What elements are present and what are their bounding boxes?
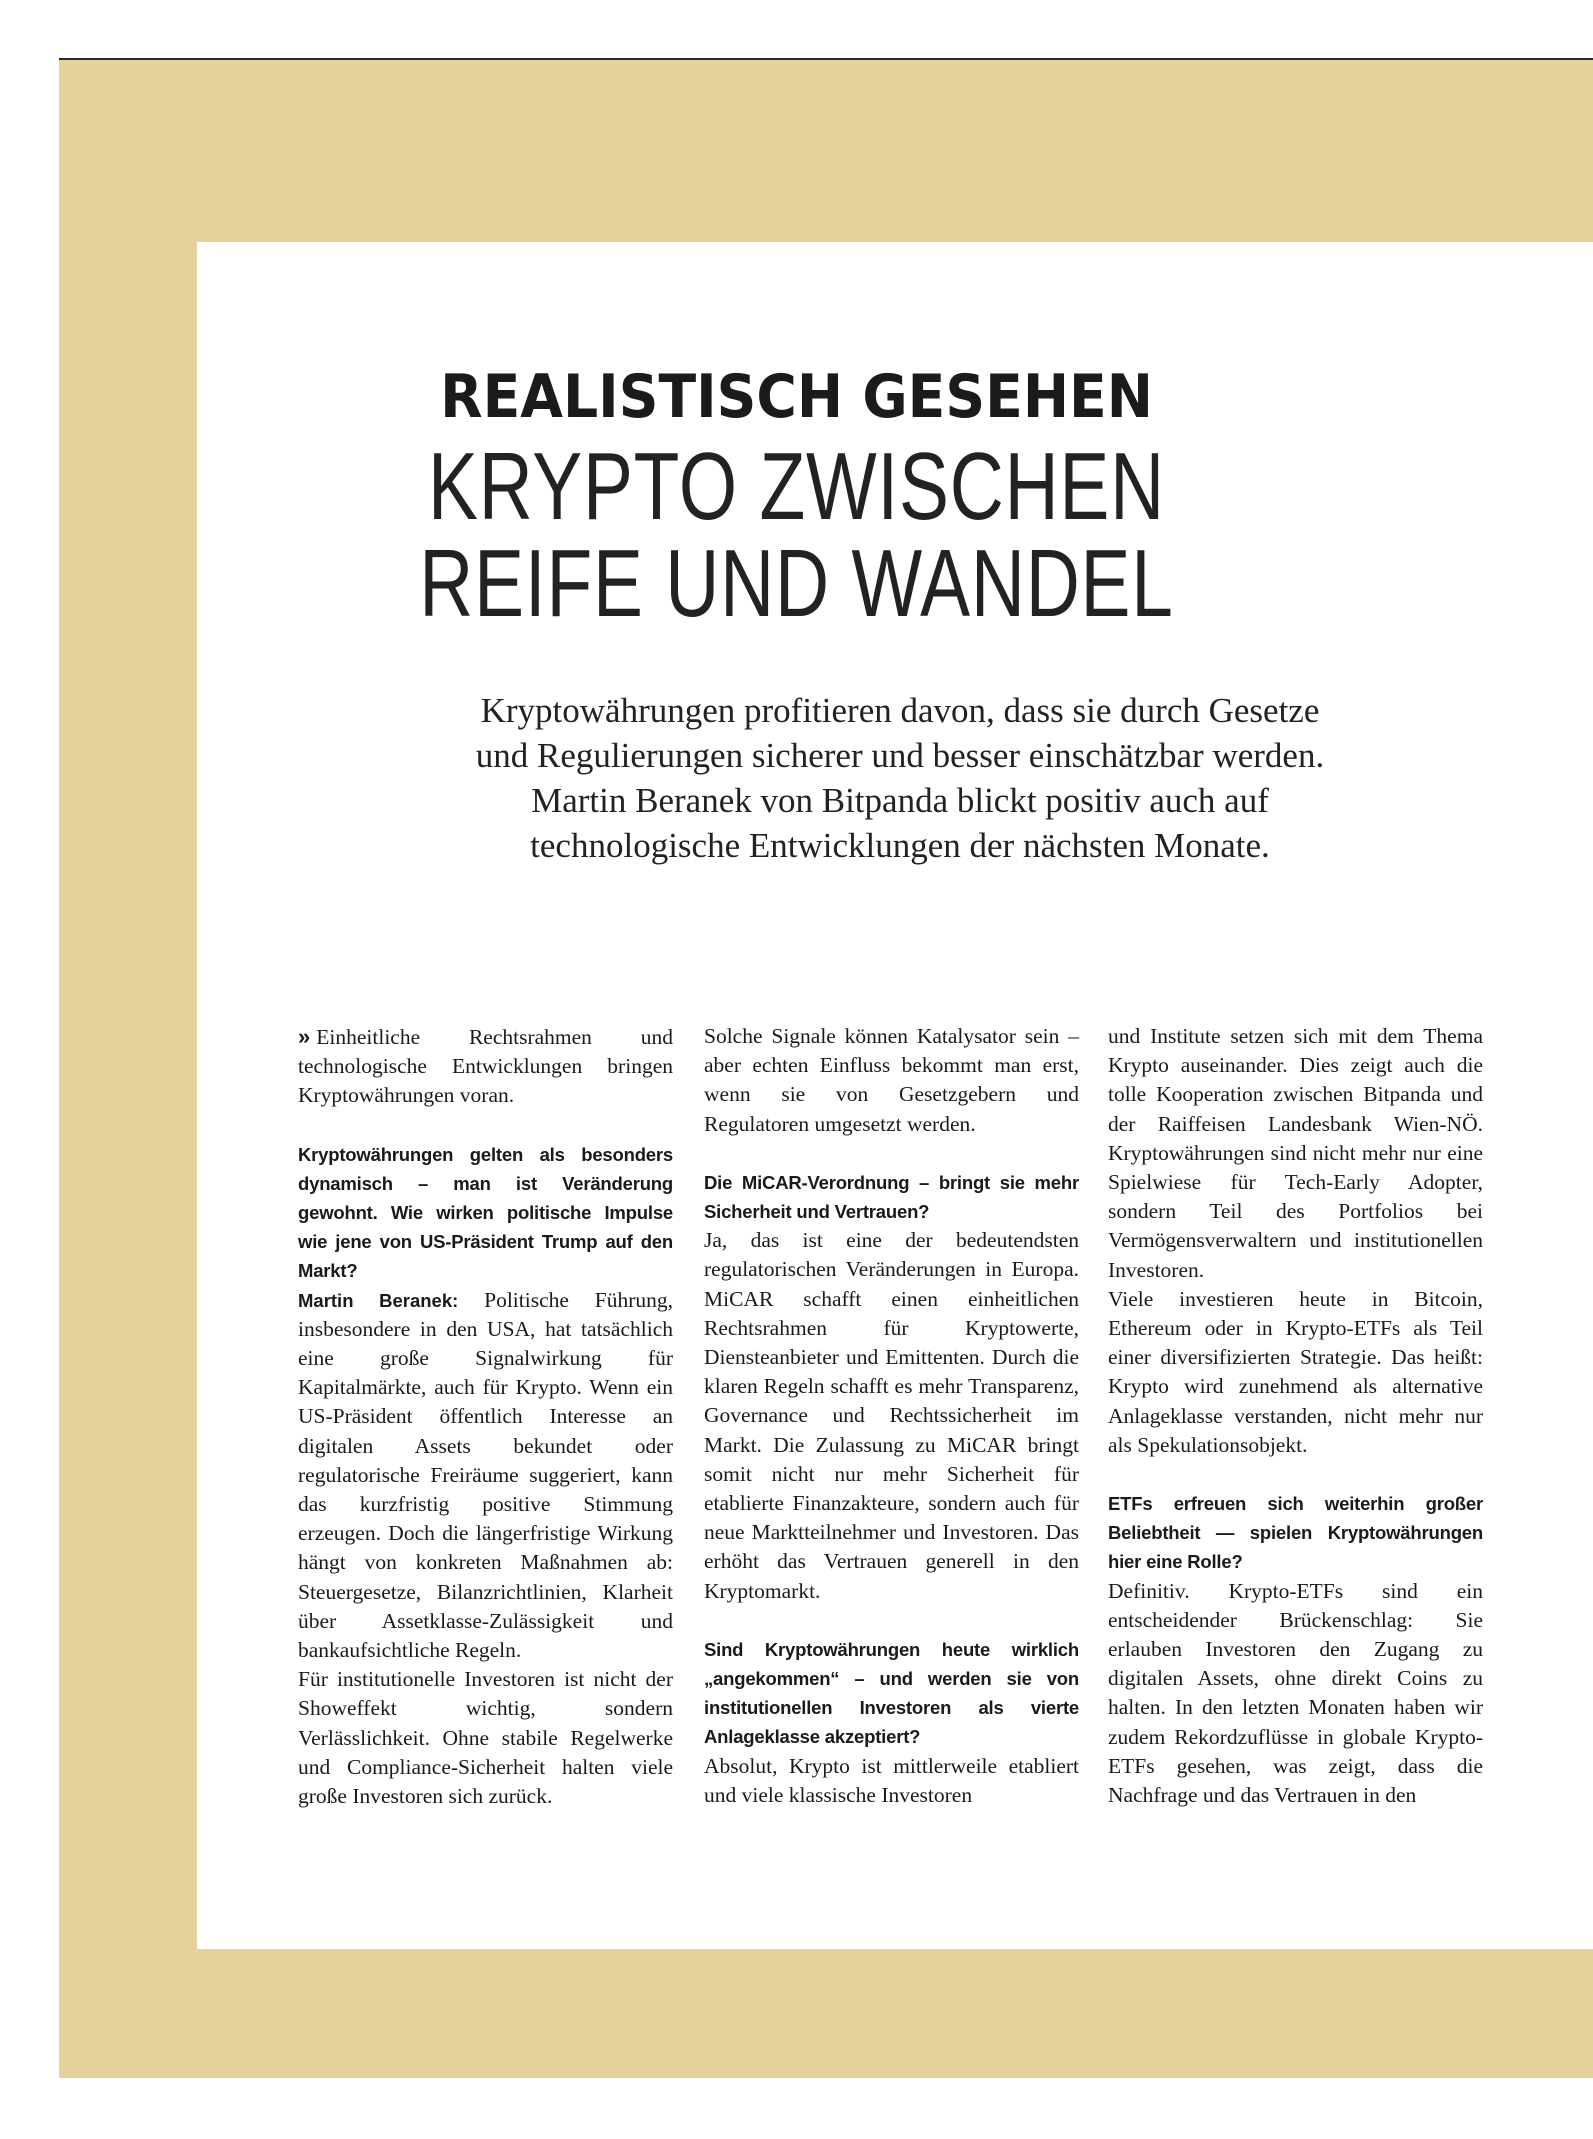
answer-1-end: Solche Signale können Katalysator sein – aber echten Einfluss bekommt man erst, wenn sie von Gesetzgebern und Regulatoren umgesetzt werden. [704, 1024, 1079, 1136]
quote-marker: » [298, 1024, 311, 1049]
speaker-name: Martin Beranek: [298, 1289, 459, 1311]
answer-2: Ja, das ist eine der bedeutendsten regulatorischen Veränderungen in Europa. MiCAR schafft einen einheitlichen Rechtsrahmen für Kryptowerte, Diensteanbieter und Emittenten. Durch die klaren Regeln schafft es mehr Transparenz, Governance und Rechtssicherheit im Markt. Die Zulassung zu MiCAR bringt somit nicht nur mehr Sicherheit für etablierte Finanzakteure, sondern auch für neue Marktteilnehmer und Investoren. Das erhöht das Vertrauen generell in den Kryptomarkt. [704, 1228, 1079, 1603]
kicker: REALISTISCH GESEHEN [440, 362, 1153, 432]
intro-text: Einheitliche Rechtsrahmen und technologische Entwicklungen bringen Kryptowährungen voran. [298, 1025, 673, 1108]
column-1 [298, 1022, 673, 1811]
answer-1-continued: Für institutionelle Investoren ist nicht der Showeffekt wichtig, sondern Verlässlichkeit. Ohne stabile Regelwerke und Compliance-Sicherheit halten viele große Investoren sich zurück. [298, 1667, 673, 1809]
question-1: Kryptowährungen gelten als besonders dynamisch – man ist Veränderung gewohnt. Wie wirken politische Impulse wie jene von US-Präsident Trump auf den Markt? [298, 1143, 673, 1282]
answer-1 [298, 1286, 673, 1666]
dek [400, 688, 1400, 868]
headline-line-2: REIFE UND WANDEL [419, 530, 1174, 637]
dek-line-1: Kryptowährungen profitieren davon, dass sie durch Gesetze [480, 691, 1320, 730]
answer-3-more: Viele investieren heute in Bitcoin, Ethereum oder in Krypto-ETFs als Teil einer diversifizierten Strategie. Das heißt: Krypto wird zunehmend als alternative Anlageklasse verstanden, nicht mehr nur als Spekulationsobjekt. [1108, 1286, 1483, 1457]
answer-4: Definitiv. Krypto-ETFs sind ein entscheidender Brückenschlag: Sie erlauben Investoren den Zugang zu digitalen Assets, ohne direkt Coins zu halten. In den letzten Monaten haben wir zudem Rekordzuflüsse in globale Krypto-ETFs gesehen, was zeigt, dass die Nachfrage und das Vertrauen in den [1108, 1578, 1483, 1808]
answer-1-text: Politische Führung, insbesondere in den USA, hat tatsächlich eine große Signalwirkung für Kapitalmärkte, auch für Krypto. Wenn ein US-Präsident öffentlich Interesse an digitalen Assets bekundet oder regulatorische Freiräume suggeriert, kann das kurzfristig positive Stimmung erzeugen. Doch die längerfristige Wirkung hängt von konkreten Maßnahmen ab: Steuergesetze, Bilanzrichtlinien, Klarheit über Assetklasse-Zulässigkeit und bankaufsichtliche Regeln. [298, 1287, 674, 1663]
headline [175, 433, 1418, 637]
answer-3-continued: und Institute setzen sich mit dem Thema Krypto auseinander. Dies zeigt auch die tolle Kooperation zwischen Bitpanda und der Raiffeisen Landesbank Wien-NÖ. Kryptowährungen sind nicht mehr nur eine Spielwiese für Tech-Early Adopter, sondern Teil des Portfolios bei Vermögensverwaltern und institutionellen Investoren. [1108, 1024, 1483, 1282]
answer-3: Absolut, Krypto ist mittlerweile etabliert und viele klassische Investoren [704, 1753, 1079, 1807]
question-3: Sind Kryptowährungen heute wirklich „angekommen“ – und werden sie von institutionellen Investoren als vierte Anlageklasse akzeptiert? [704, 1638, 1079, 1748]
intro-paragraph [298, 1022, 673, 1111]
headline-line-1: KRYPTO ZWISCHEN [427, 433, 1166, 540]
question-4: ETFs erfreuen sich weiterhin großer Beliebtheit — spielen Kryptowährungen hier eine Rolle? [1108, 1493, 1483, 1573]
dek-line-4: technologische Entwicklungen der nächsten Monate. [530, 826, 1270, 865]
question-2: Die MiCAR-Verordnung – bringt sie mehr Sicherheit und Vertrauen? [704, 1171, 1079, 1223]
column-2 [704, 1022, 1079, 1810]
dek-line-2: und Regulierungen sicherer und besser einschätzbar werden. [475, 736, 1325, 775]
column-3 [1108, 1022, 1483, 1810]
dek-line-3: Martin Beranek von Bitpanda blickt positiv auch auf [531, 781, 1269, 820]
